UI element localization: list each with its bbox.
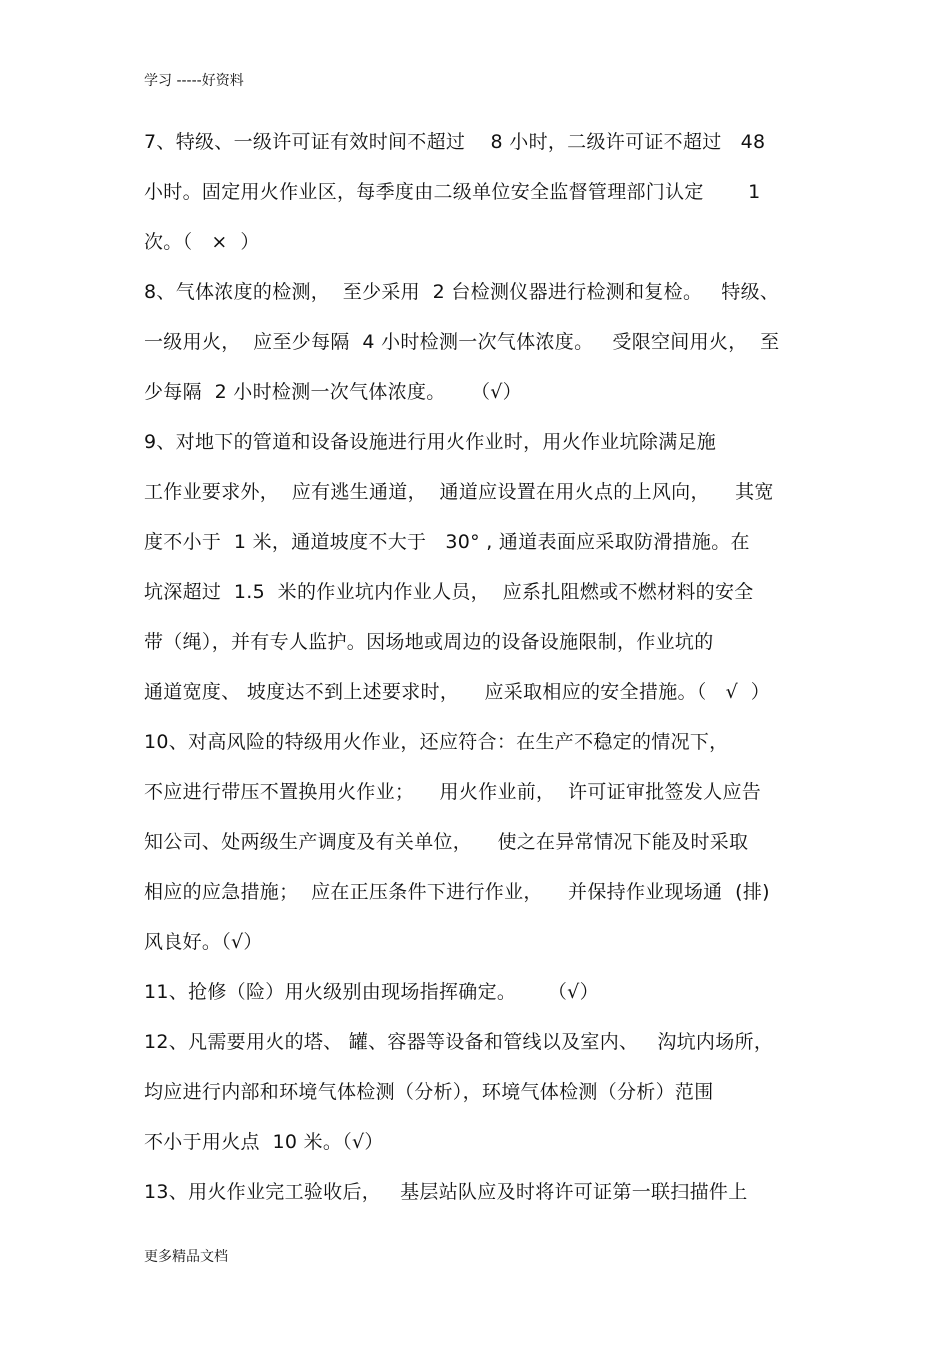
text-line: 13、用火作业完工验收后， 基层站队应及时将许可证第一联扫描件上 [144, 1181, 748, 1203]
text-line: 工作业要求外， 应有逃生通道， 通道应设置在用火点的上风向， 其宽 [144, 481, 774, 503]
text-line: 小时。固定用火作业区，每季度由二级单位安全监督管理部门认定 1 [144, 181, 761, 203]
text-line: 不应进行带压不置换用火作业； 用火作业前， 许可证审批签发人应告 [144, 781, 762, 803]
text-line: 度不小于 1 米，通道坡度不大于 30° , 通道表面应采取防滑措施。在 [144, 531, 750, 553]
page-footer: 更多精品文档 [144, 1249, 228, 1265]
text-line: 12、凡需要用火的塔、 罐、容器等设备和管线以及室内、 沟坑内场所， [144, 1031, 774, 1053]
text-line: 风良好。（√） [144, 931, 263, 953]
text-line: 11、抢修（险）用火级别由现场指挥确定。 （√） [144, 981, 599, 1003]
text-line: 10、对高风险的特级用火作业，还应符合：在生产不稳定的情况下， [144, 731, 729, 753]
text-line: 次。（ × ） [144, 231, 260, 253]
text-line: 9、对地下的管道和设备设施进行用火作业时，用火作业坑除满足施 [144, 431, 717, 453]
text-line: 相应的应急措施； 应在正压条件下进行作业， 并保持作业现场通 (排) [144, 881, 770, 903]
text-line: 8、气体浓度的检测， 至少采用 2 台检测仪器进行检测和复检。 特级、 [144, 281, 780, 303]
page-header: 学习 -----好资料 [144, 73, 244, 89]
text-line: 知公司、处两级生产调度及有关单位， 使之在异常情况下能及时采取 [144, 831, 749, 853]
text-line: 通道宽度、 坡度达不到上述要求时， 应采取相应的安全措施。（ √ ） [144, 681, 771, 703]
text-line: 均应进行内部和环境气体检测（分析），环境气体检测（分析）范围 [144, 1081, 714, 1103]
text-line: 坑深超过 1.5 米的作业坑内作业人员， 应系扎阻燃或不燃材料的安全 [144, 581, 754, 603]
text-line: 不小于用火点 10 米。（√） [144, 1131, 384, 1153]
text-line: 带（绳），并有专人监护。因场地或周边的设备设施限制，作业坑的 [144, 631, 714, 653]
text-line: 7、特级、一级许可证有效时间不超过 8 小时，二级许可证不超过 48 [144, 131, 766, 153]
text-line: 少每隔 2 小时检测一次气体浓度。 （√） [144, 381, 522, 403]
text-line: 一级用火， 应至少每隔 4 小时检测一次气体浓度。 受限空间用火， 至 [144, 331, 780, 353]
